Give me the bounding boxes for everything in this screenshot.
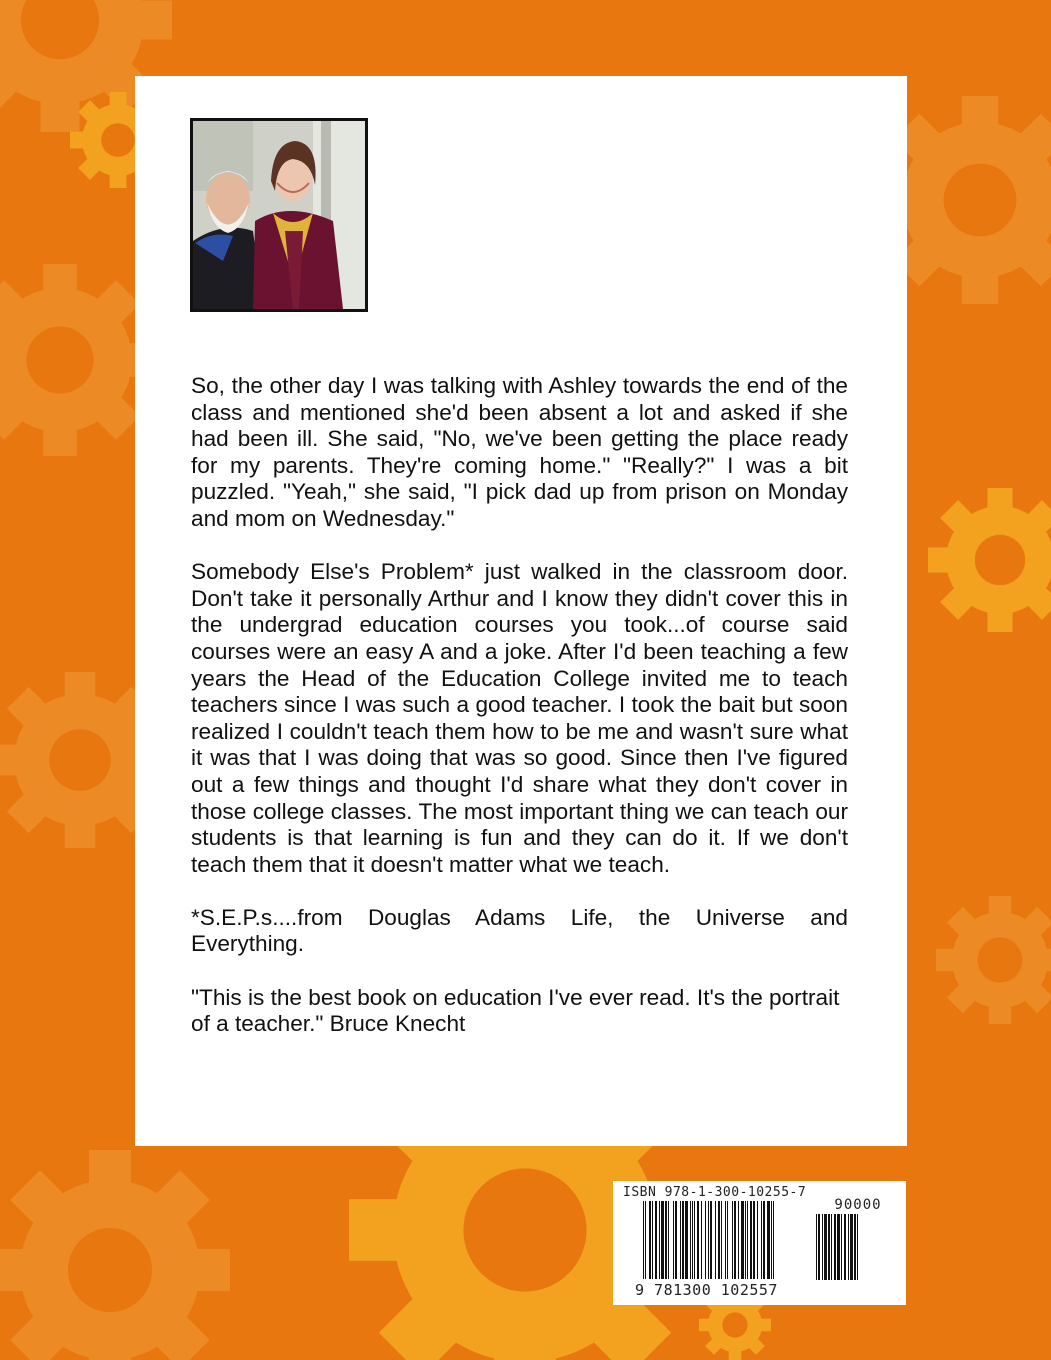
barcode-bar bbox=[725, 1201, 726, 1279]
barcode-bar bbox=[738, 1201, 739, 1279]
barcode-bar bbox=[680, 1201, 681, 1279]
barcode-bar bbox=[692, 1201, 693, 1279]
barcode-bar bbox=[741, 1201, 744, 1279]
barcode-bar bbox=[659, 1201, 660, 1279]
barcode-bar bbox=[753, 1201, 755, 1279]
barcode-bar bbox=[816, 1214, 817, 1280]
price-code: 90000 bbox=[834, 1197, 882, 1213]
barcode-bar bbox=[747, 1201, 748, 1279]
barcode-bar bbox=[850, 1214, 853, 1280]
barcode-bar bbox=[763, 1201, 765, 1279]
barcode-bar bbox=[857, 1214, 858, 1280]
barcode-bar bbox=[750, 1201, 752, 1279]
blurb-testimonial: "This is the best book on education I've ever read. It's the portrait of a teacher." Bruce Knecht bbox=[191, 984, 840, 1037]
isbn-barcode bbox=[613, 1181, 906, 1305]
barcode-bar bbox=[697, 1201, 699, 1279]
barcode-bar bbox=[854, 1214, 856, 1280]
barcode-bar bbox=[665, 1201, 667, 1279]
barcode-bar bbox=[721, 1201, 722, 1279]
barcode-bar bbox=[649, 1201, 651, 1279]
barcode-bar bbox=[718, 1201, 720, 1279]
barcode-digits: 9 781300 102557 bbox=[635, 1281, 778, 1299]
barcode-bar bbox=[767, 1201, 770, 1279]
barcode-bar bbox=[732, 1201, 733, 1279]
blurb-paragraph: Somebody Else's Problem* just walked in the classroom door. Don't take it personally Arthur and I know they didn't cover this in the undergrad education courses you took...of course said courses were an easy A and a joke. After I'd been teaching a few years the Head of the Education College invited me to teach teachers since I was such a good teacher. I took the bait but soon realized I couldn't teach them how to be me and wasn't sure what it was that I was doing that was so good. Since then I've figured out a few things and thought I'd share what they don't cover in those college classes. The most important thing we can teach our students is that learning is fun and they can do it. If we don't teach them that it doesn't matter what we teach. bbox=[191, 559, 848, 877]
addon-barcode-bars bbox=[816, 1214, 890, 1281]
barcode-bars bbox=[643, 1201, 811, 1281]
barcode-bar bbox=[685, 1201, 688, 1279]
barcode-bar bbox=[734, 1201, 736, 1279]
blurb-footnote: *S.E.P.s....from Douglas Adams Life, the Universe and Everything. bbox=[191, 904, 848, 957]
barcode-bar bbox=[727, 1201, 728, 1279]
barcode-bar bbox=[715, 1201, 716, 1279]
barcode-bar bbox=[757, 1201, 758, 1279]
back-cover-blurb bbox=[191, 373, 848, 1064]
barcode-bar bbox=[831, 1214, 832, 1280]
barcode-bar bbox=[844, 1214, 846, 1280]
barcode-bar bbox=[834, 1214, 836, 1280]
barcode-bar bbox=[771, 1201, 772, 1279]
barcode-bar bbox=[761, 1201, 762, 1279]
barcode-bar bbox=[818, 1214, 820, 1280]
barcode-bar bbox=[690, 1201, 691, 1279]
barcode-bar bbox=[645, 1201, 646, 1279]
barcode-bar bbox=[824, 1214, 827, 1280]
barcode-bar bbox=[652, 1201, 653, 1279]
barcode-bar bbox=[708, 1201, 709, 1279]
barcode-bar bbox=[675, 1201, 677, 1279]
barcode-bar bbox=[682, 1201, 684, 1279]
blurb-paragraph: So, the other day I was talking with Ashley towards the end of the class and mentioned she'd been absent a lot and asked if she had been ill. She said, "No, we've been getting the place ready for my parents. They're coming home." "Really?" I was a bit puzzled. "Yeah," she said, "I pick dad up from prison on Monday and mom on Wednesday." bbox=[191, 373, 848, 531]
barcode-bar bbox=[694, 1201, 695, 1279]
barcode-bar bbox=[643, 1201, 644, 1279]
barcode-bar bbox=[661, 1201, 664, 1279]
author-photo bbox=[190, 118, 368, 312]
barcode-bar bbox=[655, 1201, 657, 1279]
barcode-bar bbox=[701, 1201, 702, 1279]
barcode-bar bbox=[841, 1214, 842, 1280]
barcode-bar bbox=[705, 1201, 706, 1279]
barcode-bar bbox=[668, 1201, 669, 1279]
isbn-label: ISBN 978-1-300-10255-7 bbox=[623, 1185, 807, 1200]
barcode-bar bbox=[673, 1201, 674, 1279]
barcode-bar bbox=[745, 1201, 746, 1279]
barcode-bar bbox=[848, 1214, 849, 1280]
barcode-bar bbox=[822, 1214, 823, 1280]
barcode-bar bbox=[773, 1201, 774, 1279]
barcode-bar bbox=[828, 1214, 830, 1280]
barcode-bar bbox=[710, 1201, 712, 1279]
barcode-bar bbox=[837, 1214, 840, 1280]
